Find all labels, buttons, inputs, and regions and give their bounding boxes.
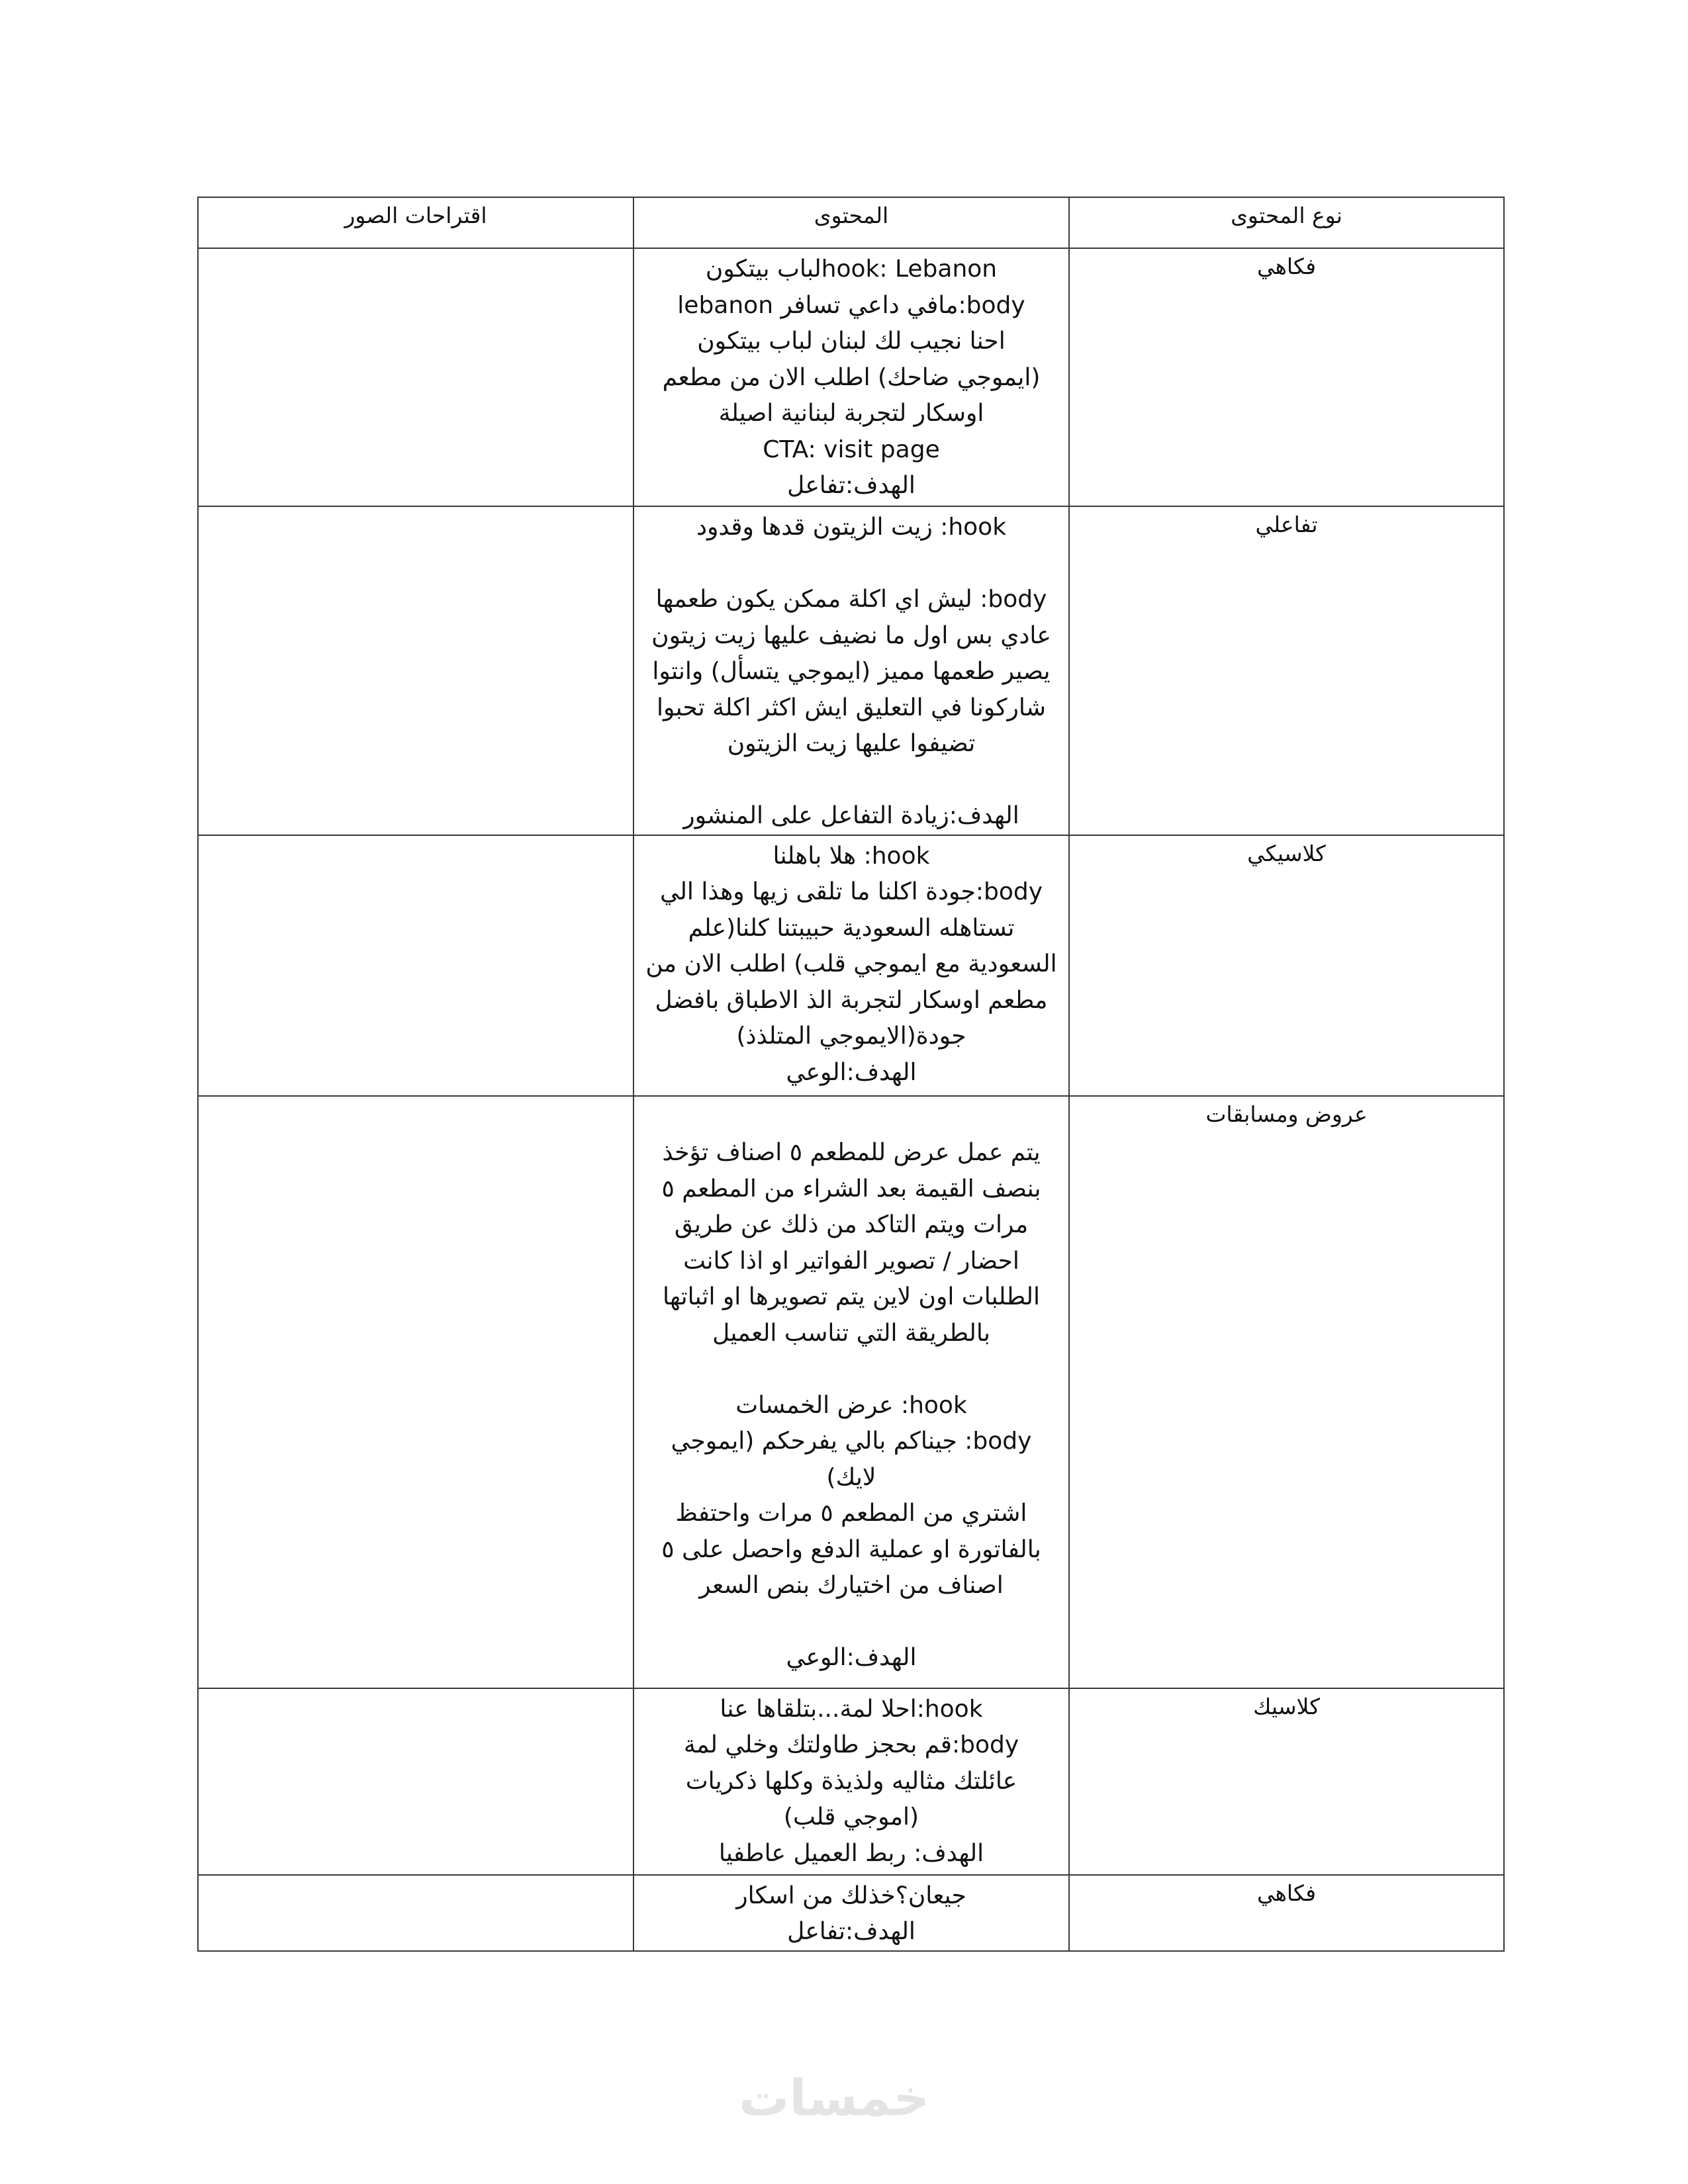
content-line: تستاهله السعودية حبيبتنا كلنا(علم [688, 914, 1015, 942]
content-line: body:جودة اكلنا ما تلقى زيها وهذا الي [659, 878, 1043, 905]
table-row [198, 1096, 1504, 1688]
content-line: عائلتك مثاليه ولذيذة وكلها ذكريات [685, 1767, 1017, 1795]
header-image-suggestions: اقتراحات الصور [198, 197, 633, 248]
content-line: الطلبات اون لاين يتم تصويرها او اثباتها [663, 1283, 1040, 1310]
content-line: CTA: visit page [763, 435, 940, 463]
content-line: الهدف:الوعي [786, 1058, 917, 1086]
content-line: اوسكار لتجربة لبنانية اصيلة [718, 400, 984, 427]
content-cell [633, 1875, 1069, 1951]
khamsat-watermark: خمسات [739, 2068, 929, 2127]
table-body [198, 248, 1504, 1951]
content-line [641, 1604, 1062, 1641]
content-line: يصير طعمها مميز (ايموجي يتسأل) وانتوا [652, 658, 1051, 685]
content-line: hook: عرض الخمسات [735, 1391, 967, 1419]
content-type-cell: عروض ومسابقات [1069, 1096, 1504, 1688]
content-line: احنا نجيب لك لبنان لباب بيتكون [697, 328, 1006, 355]
content-line: يتم عمل عرض للمطعم ٥ اصناف تؤخذ [662, 1139, 1041, 1166]
image-suggestion-cell [198, 835, 633, 1096]
content-line: الهدف: ربط العميل عاطفيا [718, 1839, 984, 1867]
content-line: body:مافي داعي تسافر lebanon [677, 291, 1025, 319]
content-line: جيعان؟خذلك من اسكار [736, 1882, 966, 1909]
content-line: body:قم بحجز طاولتك وخلي لمة [683, 1731, 1019, 1758]
content-line: الهدف:زيادة التفاعل على المنشور [683, 802, 1019, 829]
content-line: اصناف من اختيارك بنص السعر [699, 1572, 1004, 1599]
content-line: hook: Lebanonلباب بيتكون [705, 255, 998, 283]
content-line: body: ليش اي اكلة ممكن يكون طعمها [655, 586, 1047, 613]
content-line [641, 1099, 1062, 1136]
table-row [198, 1688, 1504, 1875]
content-line: (اموجي قلب) [783, 1803, 919, 1831]
content-line: hook: زيت الزيتون قدها وقدود [696, 514, 1007, 541]
image-suggestion-cell [198, 1096, 633, 1688]
content-line: hook:احلا لمة...بتلقاها عنا [720, 1695, 983, 1723]
content-type-cell: فكاهي [1069, 248, 1504, 506]
content-line: عادي بس اول ما نضيف عليها زيت زيتون [651, 621, 1051, 649]
content-type-cell: كلاسيكي [1069, 835, 1504, 1096]
content-line: body: جيناكم بالي يفرحكم (ايموجي [671, 1428, 1032, 1455]
content-line: اشتري من المطعم ٥ مرات واحتفظ [675, 1500, 1027, 1527]
content-line [641, 546, 1062, 582]
image-suggestion-cell [198, 248, 633, 506]
table-row [198, 506, 1504, 835]
content-line: الهدف:الوعي [786, 1644, 917, 1671]
image-suggestion-cell [198, 506, 633, 835]
content-type-cell: فكاهي [1069, 1875, 1504, 1951]
content-cell [633, 835, 1069, 1096]
content-cell [633, 506, 1069, 835]
content-type-cell: تفاعلي [1069, 506, 1504, 835]
image-suggestion-cell [198, 1688, 633, 1875]
header-row [198, 197, 1504, 248]
content-cell [633, 1096, 1069, 1688]
table-row [198, 1875, 1504, 1951]
content-line: بالفاتورة او عملية الدفع واحصل على ٥ [661, 1535, 1041, 1563]
content-line: جودة(الايموجي المتلذذ) [736, 1023, 966, 1050]
table-row [198, 248, 1504, 506]
content-cell [633, 248, 1069, 506]
content-line: احضار / تصوير الفواتير او اذا كانت [683, 1247, 1019, 1275]
content-line: بنصف القيمة بعد الشراء من المطعم ٥ [661, 1175, 1041, 1203]
content-plan-table [197, 197, 1505, 1952]
header-content-type: نوع المحتوى [1069, 197, 1504, 248]
content-type-cell: كلاسيك [1069, 1688, 1504, 1875]
content-line: تضيفوا عليها زيت الزيتون [727, 730, 976, 757]
content-line: مرات ويتم التاكد من ذلك عن طريق [674, 1211, 1029, 1238]
content-line: الهدف:تفاعل [787, 1918, 915, 1945]
content-line: الهدف:تفاعل [787, 472, 915, 499]
content-line: لايك) [826, 1463, 876, 1491]
content-line: بالطريقة التي تناسب العميل [712, 1319, 990, 1347]
content-line [641, 762, 1062, 799]
content-line: السعودية مع ايموجي قلب) اطلب الان من [645, 950, 1057, 978]
table-row [198, 835, 1504, 1096]
content-line: مطعم اوسكار لتجربة الذ الاطباق بافضل [655, 986, 1048, 1014]
content-line [641, 1351, 1062, 1388]
content-line: شاركونا في التعليق ايش اكثر اكلة تحبوا [657, 694, 1046, 721]
content-cell [633, 1688, 1069, 1875]
image-suggestion-cell [198, 1875, 633, 1951]
header-content: المحتوى [633, 197, 1069, 248]
content-line: (ايموجي ضاحك) اطلب الان من مطعم [662, 363, 1041, 391]
content-line: hook: هلا باهلنا [773, 842, 930, 870]
